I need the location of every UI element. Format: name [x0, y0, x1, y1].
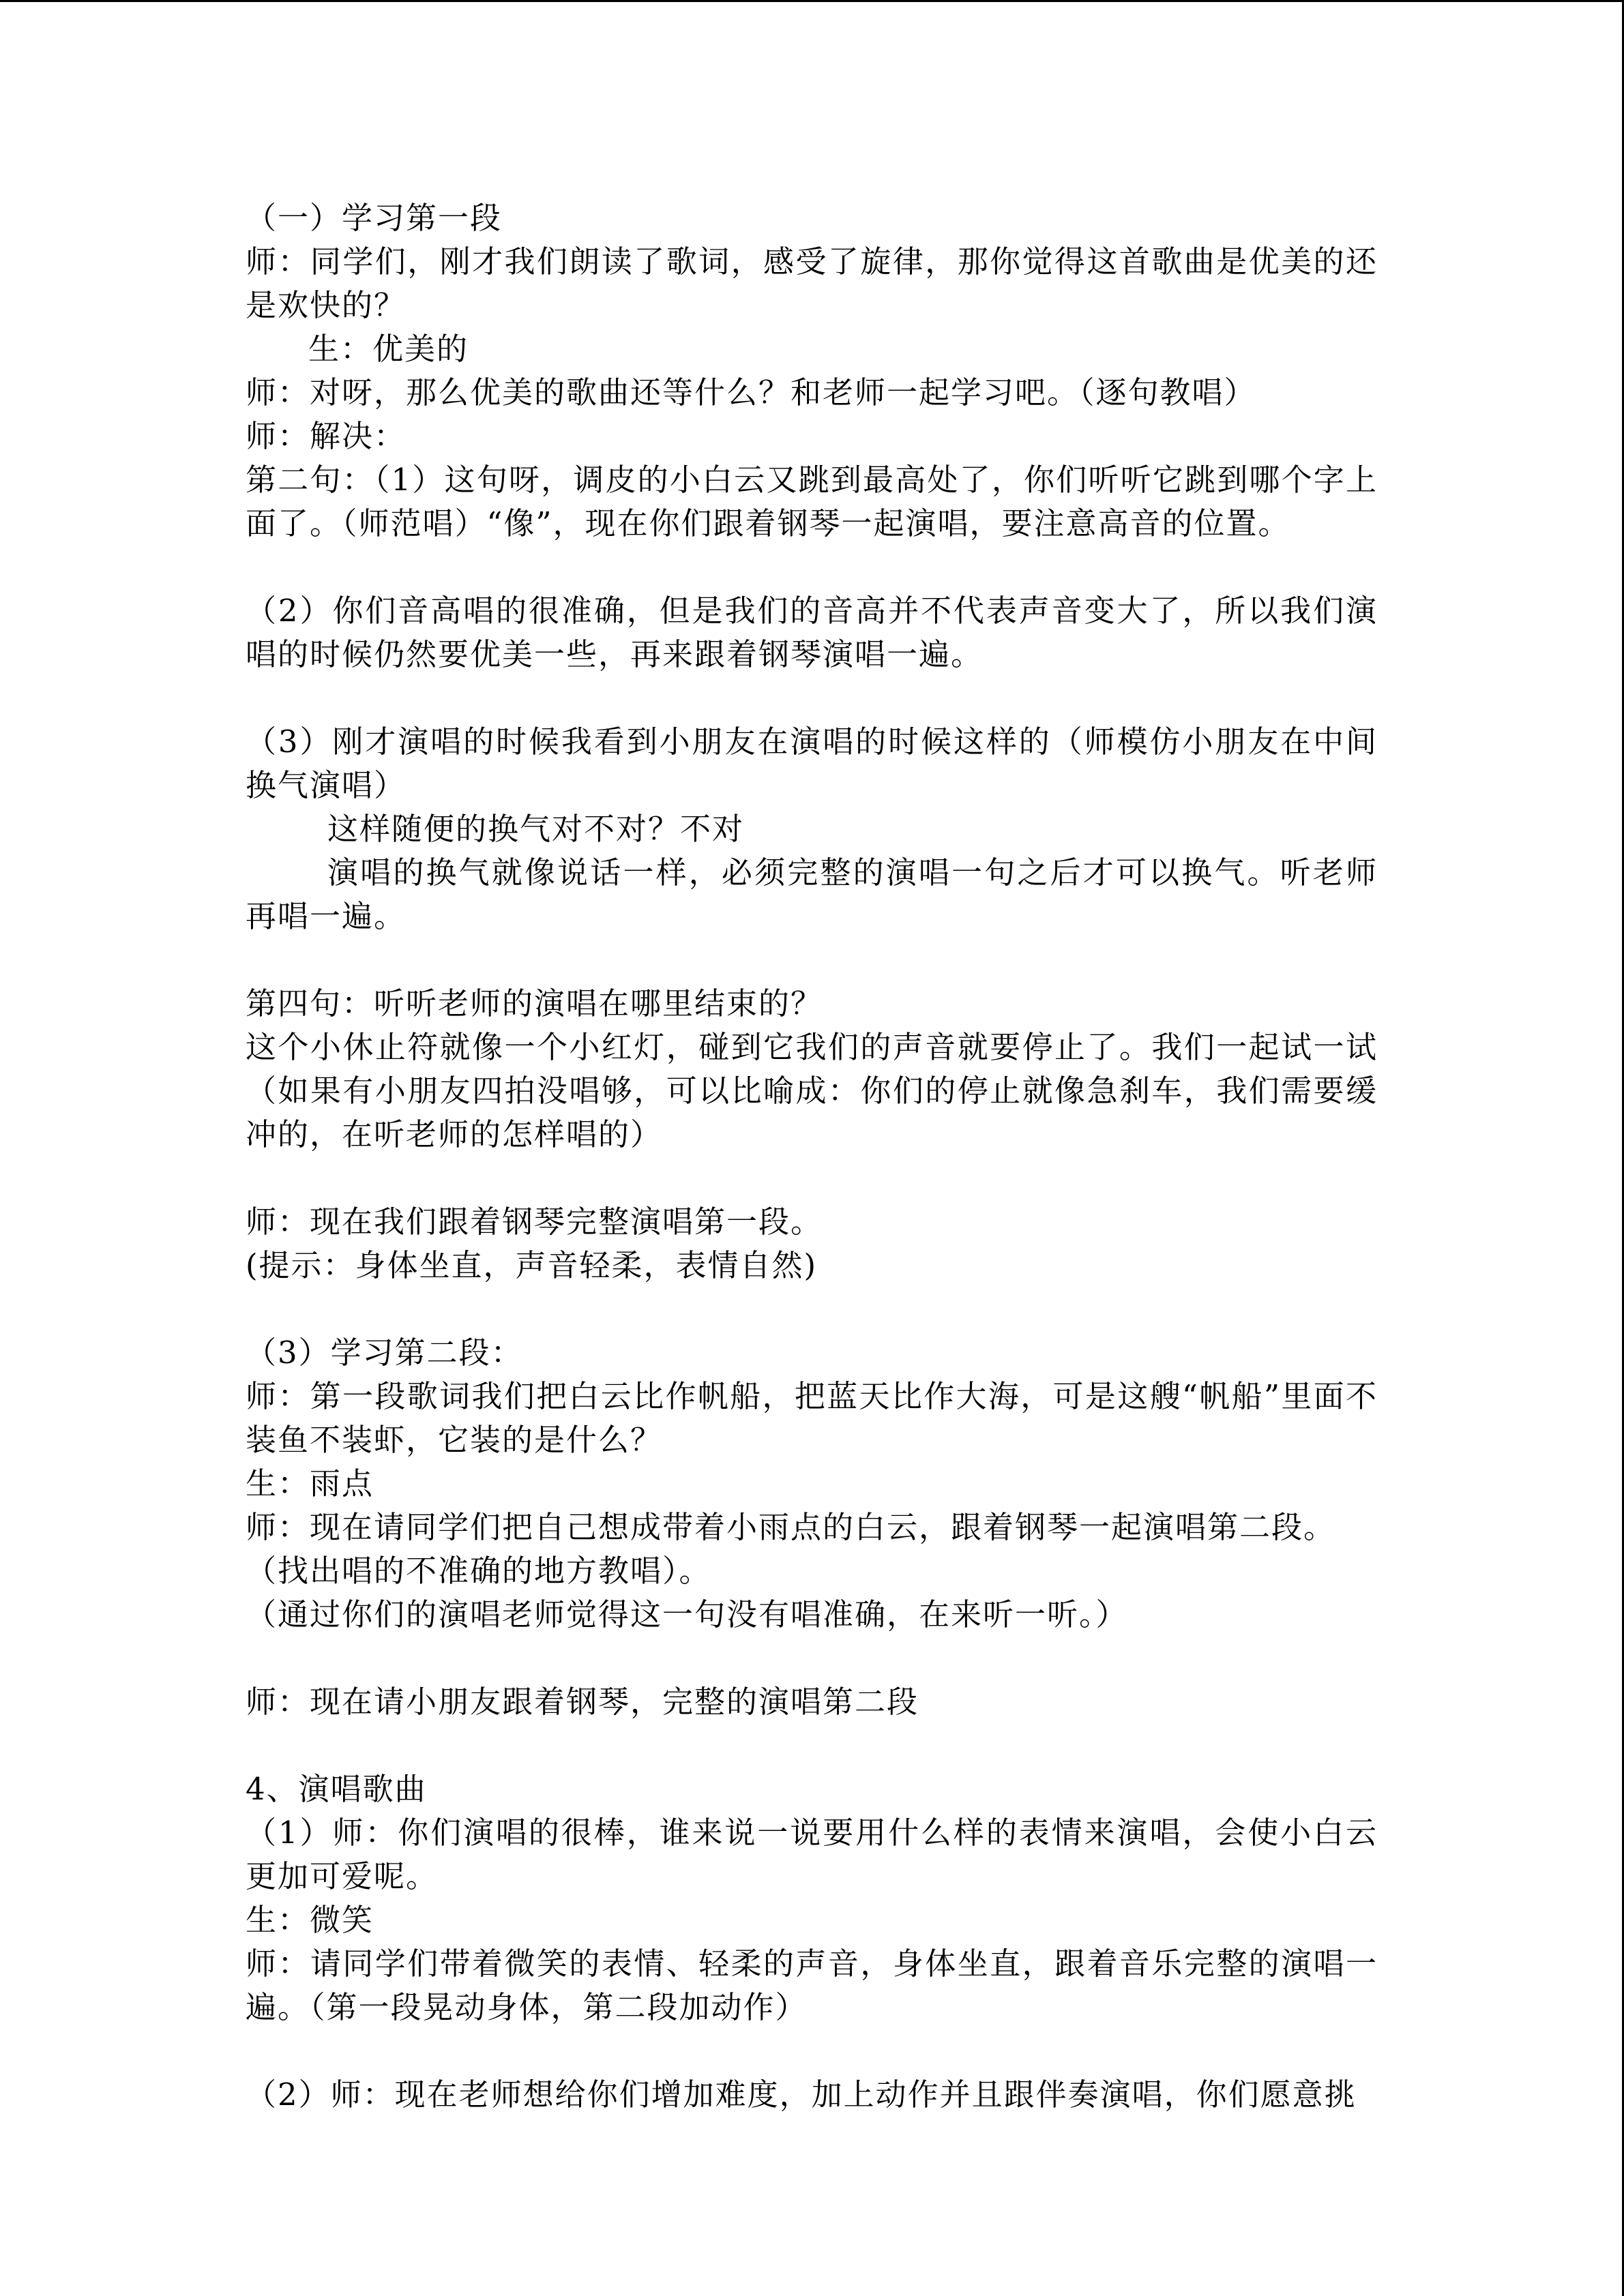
paragraph-gap: [246, 1637, 1378, 1680]
paragraph: 师：对呀，那么优美的歌曲还等什么？和老师一起学习吧。（逐句教唱）: [246, 374, 1256, 411]
paragraph-gap: [246, 1157, 1378, 1200]
paragraph-gap: [246, 1724, 1378, 1768]
paragraph: （2）你们音高唱的很准确，但是我们的音高并不代表声音变大了，所以我们演唱的时候仍然要优美一些，再来跟着钢琴演唱一遍。: [246, 593, 1378, 672]
paragraph: 师：同学们，刚才我们朗读了歌词，感受了旋律，那你觉得这首歌曲是优美的还是欢快的？: [246, 243, 1378, 323]
section-heading: （一）学习第一段: [246, 200, 503, 236]
paragraph: 师：第一段歌词我们把白云比作帆船，把蓝天比作大海，可是这艘“帆船”里面不装鱼不装虾，它装的是什么？: [246, 1378, 1378, 1458]
section-heading: （3）学习第二段：: [246, 1335, 523, 1371]
paragraph: 生：优美的: [308, 331, 469, 367]
paragraph: 师：请同学们带着微笑的表情、轻柔的声音，身体坐直，跟着音乐完整的演唱一遍。（第一段晃动身体，第二段加动作）: [246, 1945, 1378, 2025]
paragraph-gap: [246, 2029, 1378, 2073]
paragraph: （1）师：你们演唱的很棒，谁来说一说要用什么样的表情来演唱，会使小白云更加可爱呢。: [246, 1815, 1378, 1894]
paragraph: 这样随便的换气对不对？不对: [327, 811, 745, 847]
paragraph: （3）刚才演唱的时候我看到小朋友在演唱的时候这样的（师模仿小朋友在中间换气演唱）: [246, 724, 1378, 803]
paragraph-gap: [246, 676, 1378, 720]
paragraph: 这个小休止符就像一个小红灯，碰到它我们的声音就要停止了。我们一起试一试（如果有小朋友四拍没唱够，可以比喻成：你们的停止就像急刹车，我们需要缓冲的，在听老师的怎样唱的）: [246, 1029, 1378, 1152]
document-body: [246, 196, 1378, 2117]
paragraph: （通过你们的演唱老师觉得这一句没有唱准确，在来听一听。）: [246, 1596, 1128, 1632]
paragraph: （2）师：现在老师想给你们增加难度，加上动作并且跟伴奏演唱，你们愿意挑: [246, 2076, 1357, 2113]
paragraph: 第二句：（1）这句呀，调皮的小白云又跳到最高处了，你们听听它跳到哪个字上面了。（师范唱）“像”，现在你们跟着钢琴一起演唱，要注意高音的位置。: [246, 462, 1378, 541]
paragraph: 师：现在请同学们把自己想成带着小雨点的白云，跟着钢琴一起演唱第二段。: [246, 1509, 1336, 1545]
paragraph: 第四句：听听老师的演唱在哪里结束的？: [246, 985, 823, 1022]
paragraph-gap: [246, 1287, 1378, 1331]
paragraph: 师：现在我们跟着钢琴完整演唱第一段。: [246, 1204, 823, 1240]
paragraph: （找出唱的不准确的地方教唱）。: [246, 1553, 711, 1589]
paragraph: 生：微笑: [246, 1902, 374, 1938]
paragraph: (提示：身体坐直，声音轻柔，表情自然): [246, 1247, 818, 1283]
paragraph: 生：雨点: [246, 1465, 374, 1502]
paragraph: 师：解决：: [246, 418, 407, 454]
paragraph-gap: [246, 938, 1378, 982]
paragraph: 师：现在请小朋友跟着钢琴，完整的演唱第二段: [246, 1684, 919, 1720]
paragraph: 演唱的换气就像说话一样，必须完整的演唱一句之后才可以换气。听老师再唱一遍。: [246, 854, 1378, 934]
section-heading: 4、演唱歌曲: [246, 1771, 427, 1807]
paragraph-gap: [246, 546, 1378, 589]
